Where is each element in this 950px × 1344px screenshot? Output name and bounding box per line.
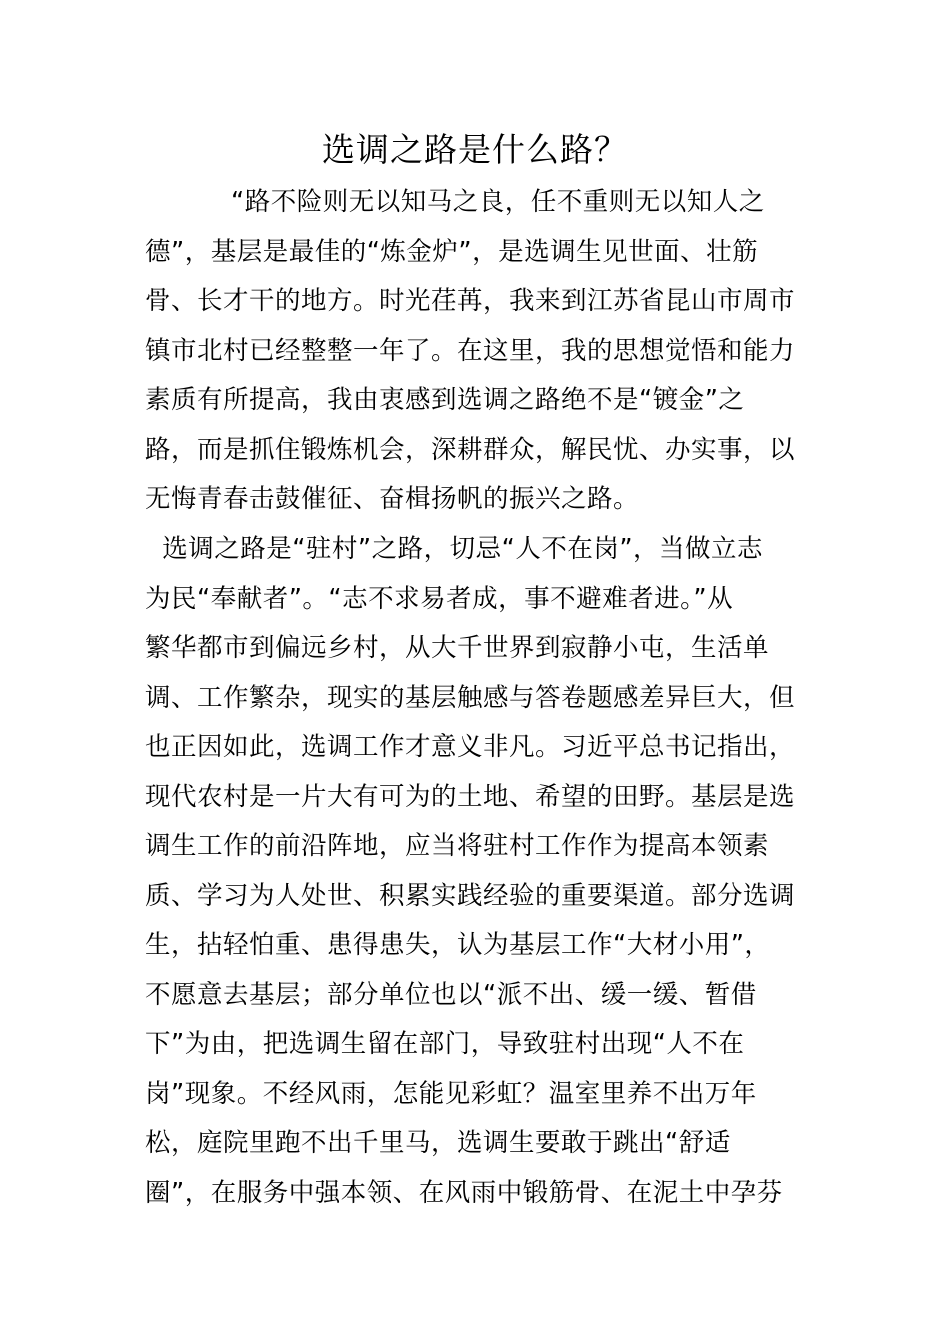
text-line: 下”为由，把选调生留在部门，导致驻村出现“人不在 bbox=[145, 1029, 745, 1059]
text-line: 松，庭院里跑不出千里马，选调生要敢于跳出“舒适 bbox=[145, 1128, 731, 1158]
text-line: 繁华都市到偏远乡村，从大千世界到寂静小屯，生活单 bbox=[145, 633, 770, 663]
text-line: “路不险则无以知马之良，任不重则无以知人之 bbox=[145, 187, 765, 217]
text-line: 德”，基层是最佳的“炼金炉”，是选调生见世面、壮筋 bbox=[145, 236, 759, 267]
text-line: 选调之路是“驻村”之路，切忌“人不在岗”，当做立志 bbox=[145, 534, 764, 564]
text-line: 圈”，在服务中强本领、在风雨中锻筋骨、在泥土中孕芬 bbox=[145, 1177, 783, 1208]
text-line: 调生工作的前沿阵地，应当将驻村工作作为提高本领素 bbox=[145, 831, 770, 861]
text-line: 路，而是抓住锻炼机会，深耕群众，解民忧、办实事，以 bbox=[145, 434, 796, 465]
text-line: 素质有所提高，我由衷感到选调之路绝不是“镀金”之 bbox=[145, 385, 745, 415]
text-line: 无悔青春击鼓催征、奋楫扬帆的振兴之路。 bbox=[145, 484, 640, 514]
text-line: 岗”现象。不经风雨，怎能见彩虹？温室里养不出万年 bbox=[145, 1078, 757, 1109]
document-title: 选调之路是什么路？ bbox=[322, 130, 628, 169]
text-line: 质、学习为人处世、积累实践经验的重要渠道。部分选调 bbox=[145, 880, 796, 911]
paragraph-2 bbox=[145, 525, 807, 1218]
text-line: 也正因如此，选调工作才意义非凡。习近平总书记指出， bbox=[145, 732, 796, 762]
text-line: 骨、长才干的地方。时光荏苒，我来到江苏省昆山市周市 bbox=[145, 286, 796, 316]
text-line: 生，拈轻怕重、患得患失，认为基层工作“大材小用”， bbox=[145, 930, 771, 960]
text-line: 不愿意去基层；部分单位也以“派不出、缓一缓、暂借 bbox=[145, 979, 757, 1010]
paragraph-1 bbox=[145, 178, 807, 525]
text-line: 为民“奉献者”。“志不求易者成，事不避难者进。”从 bbox=[145, 583, 734, 614]
text-line: 调、工作繁杂，现实的基层触感与答卷题感差异巨大，但 bbox=[145, 682, 796, 713]
text-line: 现代农村是一片大有可为的土地、希望的田野。基层是选 bbox=[145, 781, 796, 812]
text-line: 镇市北村已经整整一年了。在这里，我的思想觉悟和能力 bbox=[145, 335, 796, 366]
